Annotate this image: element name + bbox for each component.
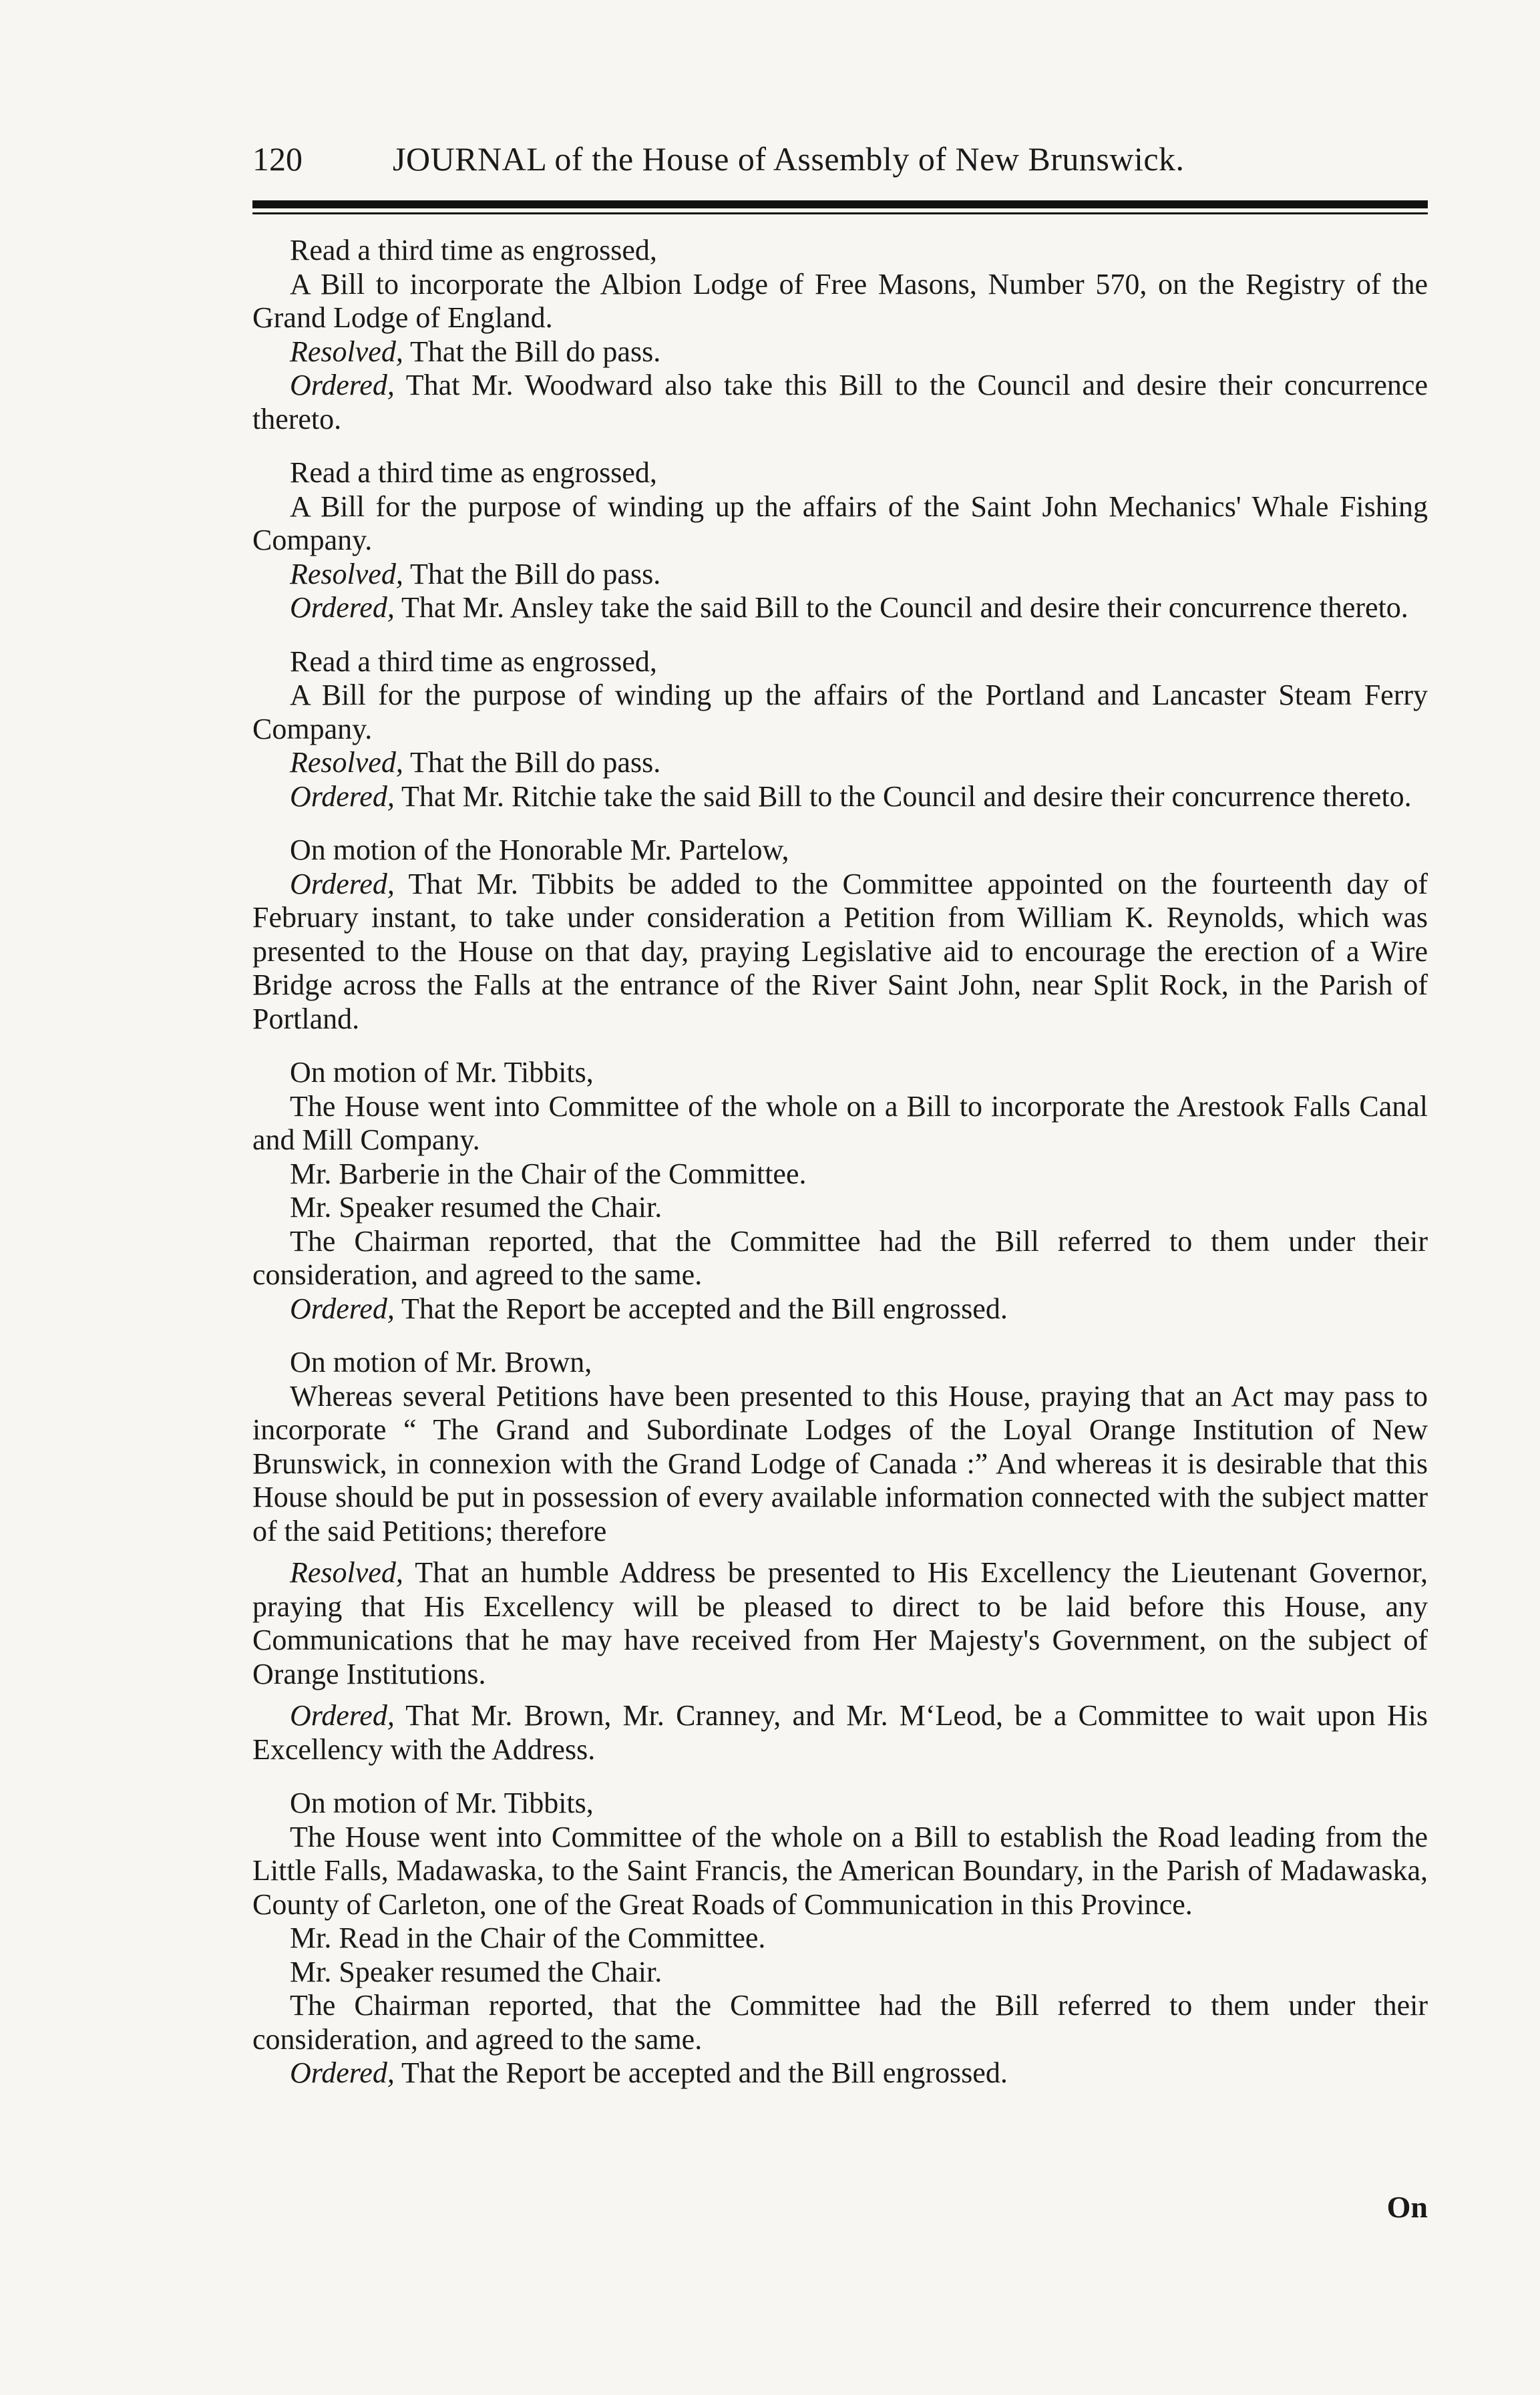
entry-paragraph bbox=[252, 490, 1428, 558]
paragraph-text: Read a third time as engrossed, bbox=[290, 456, 657, 489]
paragraph-text: On motion of the Honorable Mr. Partelow, bbox=[290, 834, 789, 866]
paragraph-text: The Chairman reported, that the Committee had the Bill referred to them under their consideration, and agreed to the same. bbox=[252, 1224, 1428, 1291]
paragraph-text: That an humble Address be presented to His Excellency the Lieutenant Governor, praying that His Excellency will be pleased to direct to be laid before this House, any Communications that he may have received from Her Majesty's Government, on the subject of Orange Institutions. bbox=[252, 1556, 1428, 1690]
paragraph-lead: Resolved, bbox=[290, 557, 403, 590]
entry-paragraph bbox=[252, 746, 1428, 780]
header-rule-thick bbox=[252, 200, 1428, 208]
entry-paragraph bbox=[252, 335, 1428, 369]
paragraph-lead: Ordered, bbox=[290, 2056, 395, 2089]
entry-paragraph bbox=[252, 1157, 1428, 1191]
paragraph-lead: Resolved, bbox=[290, 746, 403, 779]
paragraph-lead: Ordered, bbox=[290, 867, 395, 900]
paragraph-text: Whereas several Petitions have been presented to this House, praying that an Act may pass to incorporate “ The Grand and Subordinate Lodges of the Loyal Orange Institution of New Brunswick, in connexion with the Grand Lodge of Canada :” And whereas it is desirable that this House should be put in possession of every available information connected with the subject matter of the said Petitions; therefore bbox=[252, 1379, 1428, 1547]
entry-paragraph bbox=[252, 456, 1428, 490]
journal-entry bbox=[252, 1556, 1428, 1691]
paragraph-text: The House went into Committee of the whole on a Bill to establish the Road leading from the Little Falls, Madawaska, to the Saint Francis, the American Boundary, in the Parish of Madawaska, County of Carleton, one of the Great Roads of Communication in this Province. bbox=[252, 1820, 1428, 1921]
entry-paragraph bbox=[252, 2056, 1428, 2090]
paragraph-text: That the Bill do pass. bbox=[403, 557, 661, 590]
entry-paragraph bbox=[252, 1921, 1428, 1956]
paragraph-text: That the Bill do pass. bbox=[403, 746, 661, 779]
catchword: On bbox=[1386, 2190, 1428, 2224]
paragraph-text: Mr. Speaker resumed the Chair. bbox=[290, 1191, 662, 1224]
journal-entry bbox=[252, 1787, 1428, 2090]
entry-paragraph bbox=[252, 1380, 1428, 1549]
page-number: 120 bbox=[252, 140, 303, 178]
paragraph-text: That the Bill do pass. bbox=[403, 335, 661, 368]
paragraph-lead: Ordered, bbox=[290, 369, 395, 401]
entry-paragraph bbox=[252, 1699, 1428, 1767]
entry-paragraph bbox=[252, 1556, 1428, 1691]
entry-paragraph bbox=[252, 1191, 1428, 1225]
journal-entry bbox=[252, 234, 1428, 436]
running-title: JOURNAL of the House of Assembly of New Brunswick. bbox=[393, 140, 1185, 178]
paragraph-text: On motion of Mr. Brown, bbox=[290, 1346, 592, 1378]
entry-paragraph bbox=[252, 780, 1428, 814]
entry-paragraph bbox=[252, 369, 1428, 436]
entry-paragraph bbox=[252, 1821, 1428, 1922]
entry-paragraph bbox=[252, 1346, 1428, 1380]
entry-paragraph bbox=[252, 868, 1428, 1037]
paragraph-text: Mr. Speaker resumed the Chair. bbox=[290, 1955, 662, 1988]
entry-paragraph bbox=[252, 679, 1428, 746]
header-rule-thin bbox=[252, 212, 1428, 214]
paragraph-text: A Bill for the purpose of winding up the affairs of the Portland and Lancaster Steam Ferry Company. bbox=[252, 679, 1428, 745]
paragraph-text: A Bill to incorporate the Albion Lodge of Free Masons, Number 570, on the Registry of the Grand Lodge of England. bbox=[252, 267, 1428, 334]
entry-paragraph bbox=[252, 268, 1428, 335]
journal-entry bbox=[252, 1699, 1428, 1767]
paragraph-lead: Resolved, bbox=[290, 335, 403, 368]
entry-paragraph bbox=[252, 1989, 1428, 2056]
journal-entry bbox=[252, 1056, 1428, 1326]
journal-entry bbox=[252, 645, 1428, 814]
entry-paragraph bbox=[252, 1056, 1428, 1090]
paragraph-text: Read a third time as engrossed, bbox=[290, 644, 657, 678]
paragraph-text: The House went into Committee of the whole on a Bill to incorporate the Arestook Falls Canal and Mill Company. bbox=[252, 1089, 1428, 1156]
paragraph-text: That Mr. Tibbits be added to the Committee appointed on the fourteenth day of February instant, to take under consideration a Petition from William K. Reynolds, which was presented to the House on that day, praying Legislative aid to encourage the erection of a Wire Bridge across the Falls at the entrance of the River Saint John, near Split Rock, in the Parish of Portland. bbox=[252, 867, 1428, 1035]
journal-entry bbox=[252, 834, 1428, 1036]
entry-paragraph bbox=[252, 1225, 1428, 1292]
paragraph-text: On motion of Mr. Tibbits, bbox=[290, 1056, 594, 1089]
paragraph-text: That the Report be accepted and the Bill engrossed. bbox=[394, 2056, 1008, 2089]
paragraph-lead: Ordered, bbox=[290, 1699, 395, 1732]
journal-entry bbox=[252, 1346, 1428, 1548]
entry-paragraph bbox=[252, 234, 1428, 268]
paragraph-lead: Ordered, bbox=[290, 1292, 395, 1325]
entry-paragraph bbox=[252, 645, 1428, 679]
entry-paragraph bbox=[252, 1787, 1428, 1821]
journal-entry bbox=[252, 456, 1428, 625]
paragraph-text: Mr. Barberie in the Chair of the Committee. bbox=[290, 1157, 807, 1190]
paragraph-text: That Mr. Woodward also take this Bill to the Council and desire their concurrence thereto. bbox=[252, 369, 1428, 435]
entry-paragraph bbox=[252, 1292, 1428, 1326]
paragraph-text: Mr. Read in the Chair of the Committee. bbox=[290, 1921, 766, 1954]
paragraph-text: The Chairman reported, that the Committee had the Bill referred to them under their consideration, and agreed to the same. bbox=[252, 1989, 1428, 2056]
paragraph-lead: Ordered, bbox=[290, 779, 395, 813]
paragraph-text: That Mr. Ansley take the said Bill to the Council and desire their concurrence thereto. bbox=[394, 591, 1408, 624]
paragraph-lead: Ordered, bbox=[290, 591, 395, 624]
journal-body bbox=[252, 234, 1428, 2110]
paragraph-text: On motion of Mr. Tibbits, bbox=[290, 1787, 594, 1819]
entry-paragraph bbox=[252, 1090, 1428, 1157]
entry-paragraph bbox=[252, 591, 1428, 625]
entry-paragraph bbox=[252, 558, 1428, 592]
entry-paragraph bbox=[252, 834, 1428, 868]
paragraph-text: Read a third time as engrossed, bbox=[290, 234, 657, 266]
entry-paragraph bbox=[252, 1956, 1428, 1990]
paragraph-text: That Mr. Brown, Mr. Cranney, and Mr. M‘Leod, be a Committee to wait upon His Excellency with the Address. bbox=[252, 1699, 1428, 1766]
paragraph-text: That Mr. Ritchie take the said Bill to the Council and desire their concurrence thereto. bbox=[394, 779, 1412, 813]
paragraph-text: That the Report be accepted and the Bill engrossed. bbox=[394, 1292, 1008, 1325]
paragraph-lead: Resolved, bbox=[290, 1556, 403, 1589]
paragraph-text: A Bill for the purpose of winding up the affairs of the Saint John Mechanics' Whale Fishing Company. bbox=[252, 490, 1428, 556]
